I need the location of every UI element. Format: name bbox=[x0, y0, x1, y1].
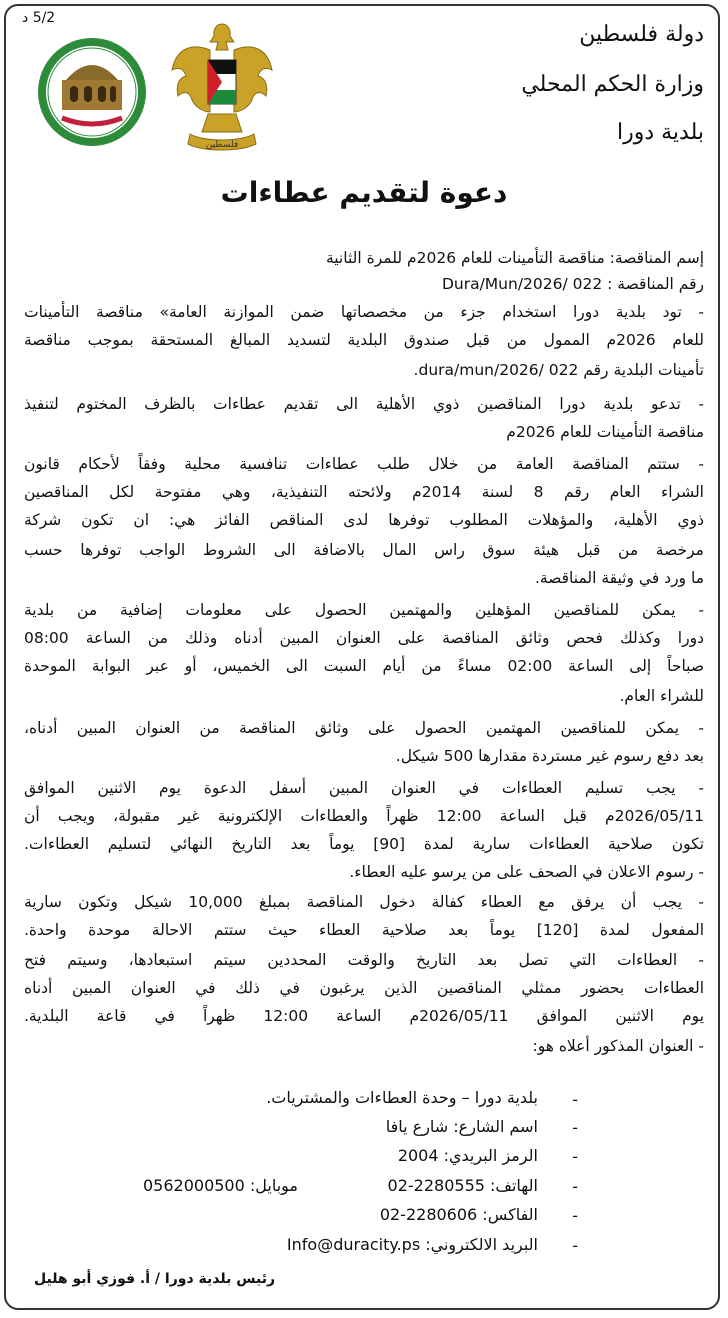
body-line: 2026/05/11م قبل الساعة 12:00 ظهراً والعطاءات الإلكترونية غير مقبولة، ويجب أن bbox=[24, 807, 704, 825]
address-fax: الفاكس: 2280606-02 bbox=[379, 1205, 538, 1224]
body-line: صباحاً إلى الساعة 02:00 مساءً من أيام السبت الى الخميس، أو عبر البوابة الموحدة bbox=[24, 657, 704, 675]
address-dash: - bbox=[572, 1090, 578, 1109]
address-email: البريد الالكتروني: Info@duracity.ps bbox=[286, 1235, 538, 1254]
mayor-signature: رئيس بلدية دورا / أ. فوزي أبو هليل bbox=[34, 1271, 276, 1287]
body-line: - يمكن للمناقصين المهتمين الحصول على وثائق المناقصة من العنوان المبين أدناه، bbox=[24, 719, 704, 737]
body-line: تكون صلاحية العطاءات سارية لمدة [90] يوماً بعد التاريخ النهائي لتسليم العطاءات. bbox=[24, 835, 704, 853]
page-code: 5/2 د bbox=[22, 10, 56, 26]
address-dash: - bbox=[572, 1236, 578, 1255]
header-ministry: وزارة الحكم المحلي bbox=[521, 72, 704, 97]
palestine-eagle-emblem bbox=[170, 20, 274, 154]
address-office: بلدية دورا – وحدة العطاءات والمشتريات. bbox=[266, 1088, 538, 1107]
body-line: العطاءات بحضور ممثلي المناقصين الذين يرغبون في ذلك في العنوان المبين أدناه bbox=[24, 979, 704, 997]
body-line: - يجب تسليم العطاءات في العنوان المبين أسفل الدعوة يوم الاثنين الموافق bbox=[24, 779, 704, 797]
body-line: - العطاءات التي تصل بعد التاريخ والوقت المحددين سيتم استبعادها، وسيتم فتح bbox=[24, 951, 704, 969]
body-line: للعام 2026م الممول من قبل صندوق البلدية لتسديد المبالغ المستحقة بموجب مناقصة bbox=[24, 331, 704, 349]
body-line: - ستتم المناقصة العامة من خلال طلب عطاءات تنافسية محلية وفقاً لأحكام قانون bbox=[24, 455, 704, 473]
body-line: - يمكن للمناقصين المؤهلين والمهتمين الحصول على معلومات إضافية من بلدية bbox=[24, 601, 704, 619]
emblem-label: فلسطين bbox=[205, 140, 239, 150]
body-line: - تدعو بلدية دورا المناقصين ذوي الأهلية الى تقديم عطاءات بالظرف المختوم لتنفيذ bbox=[24, 395, 704, 413]
address-postal: الرمز البريدي: 2004 bbox=[397, 1146, 538, 1165]
address-mobile: موبايل: 0562000500 bbox=[142, 1176, 298, 1195]
body-line: بعد دفع رسوم غير مستردة مقدارها 500 شيكل. bbox=[395, 747, 704, 765]
address-street: اسم الشارع: شارع يافا bbox=[385, 1117, 538, 1136]
document-title: دعوة لتقديم عطاءات bbox=[220, 176, 508, 209]
address-dash: - bbox=[572, 1206, 578, 1225]
address-dash: - bbox=[572, 1118, 578, 1137]
body-line: يوم الاثنين الموافق 2026/05/11م الساعة 12:00 ظهراً في قاعة البلدية. bbox=[24, 1007, 704, 1025]
body-line: مناقصة التأمينات للعام 2026م bbox=[506, 423, 704, 441]
body-line: الشراء العام رقم 8 لسنة 2014م ولائحته التنفيذية، وهي مفتوحة لكل المناقصين bbox=[24, 483, 704, 501]
body-line: إسم المناقصة: مناقصة التأمينات للعام 2026م للمرة الثانية bbox=[325, 249, 704, 267]
body-line: - العنوان المذكور أعلاه هو: bbox=[532, 1037, 704, 1055]
address-phone: الهاتف: 2280555-02 bbox=[387, 1176, 538, 1195]
body-line: تأمينات البلدية رقم dura/mun/2026/ 022. bbox=[413, 361, 704, 379]
address-dash: - bbox=[572, 1147, 578, 1166]
body-line: ذوي الأهلية، والمؤهلات المطلوب توفرها لدى المناقص الفائز هي: ان تكون شركة bbox=[24, 511, 704, 529]
body-line: للشراء العام. bbox=[619, 687, 704, 705]
body-line: ما ورد في وثيقة المناقصة. bbox=[534, 569, 704, 587]
dura-municipality-seal-icon bbox=[36, 36, 148, 148]
body-line: المفعول لمدة [120] يوماً بعد صلاحية العطاء حيث ستتم الاحالة موحدة واحدة. bbox=[24, 921, 704, 939]
header-municipality: بلدية دورا bbox=[616, 120, 704, 145]
address-dash: - bbox=[572, 1177, 578, 1196]
body-line: رقم المناقصة : Dura/Mun/2026/ 022 bbox=[441, 275, 704, 293]
body-line: دورا وكذلك فحص وثائق المناقصة على العنوان المبين أدناه وذلك من الساعة 08:00 bbox=[24, 629, 704, 647]
body-line: مرخصة من قبل هيئة سوق راس المال بالاضافة الى الشروط الواجب توفرها حسب bbox=[24, 541, 704, 559]
header-state: دولة فلسطين bbox=[579, 22, 704, 47]
body-line: - تود بلدية دورا استخدام جزء من مخصصاتها ضمن الموازنة العامة» مناقصة التأمينات bbox=[24, 303, 704, 321]
body-line: - يجب أن يرفق مع العطاء كفالة دخول المناقصة بمبلغ 10,000 شيكل وتكون سارية bbox=[24, 893, 704, 911]
body-line: - رسوم الاعلان في الصحف على من يرسو عليه العطاء. bbox=[349, 863, 704, 881]
